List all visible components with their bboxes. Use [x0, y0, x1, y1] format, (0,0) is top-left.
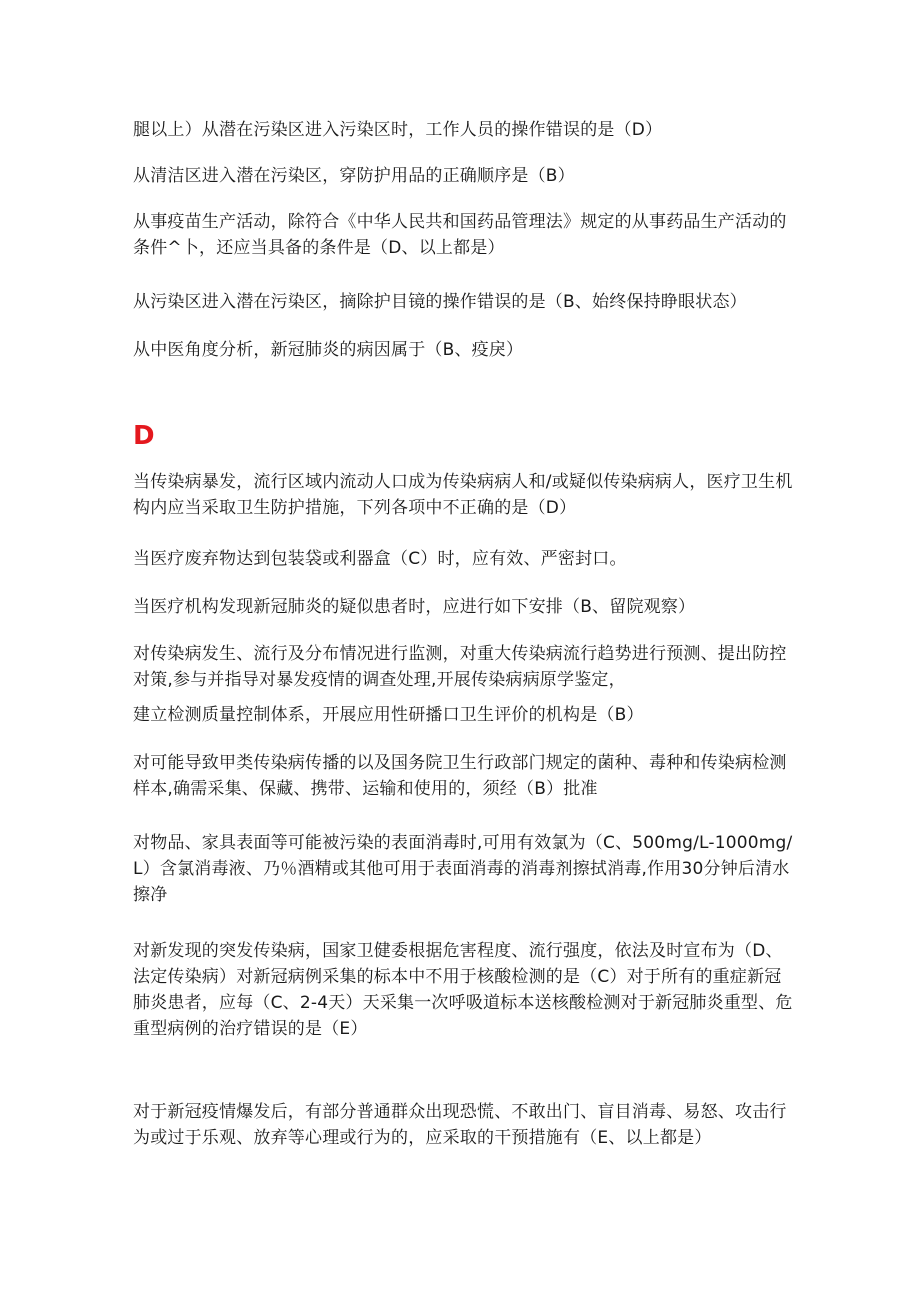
paragraph-top-3: 从事疫苗生产活动，除符合《中华人民共和国药品管理法》规定的从事药品生产活动的条件^卜，还应当具备的条件是（D、以上都是）: [133, 212, 787, 258]
paragraph-d-1: 当传染病暴发，流行区域内流动人口成为传染病病人和/或疑似传染病病人，医疗卫生机构内应当采取卫生防护措施，下列各项中不正确的是（D）: [133, 472, 793, 518]
paragraph-d-5: 建立检测质量控制体系，开展应用性研播口卫生评价的机构是（B）: [133, 705, 644, 725]
paragraph-top-1: 腿以上）从潜在污染区进入污染区时，工作人员的操作错误的是（D）: [133, 120, 663, 140]
paragraph-top-2: 从清洁区进入潜在污染区，穿防护用品的正确顺序是（B）: [133, 166, 575, 186]
paragraph-d-2: 当医疗废弃物达到包装袋或利器盒（C）时，应有效、严密封口。: [133, 549, 627, 569]
section-heading-d: D: [133, 421, 155, 451]
paragraph-top-5: 从中医角度分析，新冠肺炎的病因属于（B、疫戾）: [133, 340, 524, 360]
paragraph-top-4: 从污染区进入潜在污染区，摘除护目镜的操作错误的是（B、始终保持睁眼状态）: [133, 292, 747, 312]
paragraph-d-7: 对物品、家具表面等可能被污染的表面消毒时,可用有效氯为（C、500mg∕L-1000mg∕L）含氯消毒液、乃％酒精或其他可用于表面消毒的消毒剂擦拭消毒,作用30分钟后清水擦净: [133, 833, 793, 905]
paragraph-d-8: 对新发现的突发传染病，国家卫健委根据危害程度、流行强度，依法及时宣布为（D、法定传染病）对新冠病例采集的标本中不用于核酸检测的是（C）对于所有的重症新冠肺炎患者，应每（C、2-4天）天采集一次呼吸道标本送核酸检测对于新冠肺炎重型、危重型病例的治疗错误的是（E）: [133, 941, 793, 1039]
paragraph-d-4: 对传染病发生、流行及分布情况进行监测，对重大传染病流行趋势进行预测、提出防控对策,参与并指导对暴发疫情的调查处理,开展传染病病原学鉴定，: [133, 644, 787, 690]
paragraph-d-3: 当医疗机构发现新冠肺炎的疑似患者时，应进行如下安排（B、留院观察）: [133, 597, 696, 617]
paragraph-d-6: 对可能导致甲类传染病传播的以及国务院卫生行政部门规定的菌种、毒种和传染病检测样本,确需采集、保藏、携带、运输和使用的，须经（B）批准: [133, 753, 787, 799]
paragraph-d-9: 对于新冠疫情爆发后，有部分普通群众出现恐慌、不敢出门、盲目消毒、易怒、攻击行为或过于乐观、放弃等心理或行为的，应采取的干预措施有（E、以上都是）: [133, 1102, 787, 1148]
